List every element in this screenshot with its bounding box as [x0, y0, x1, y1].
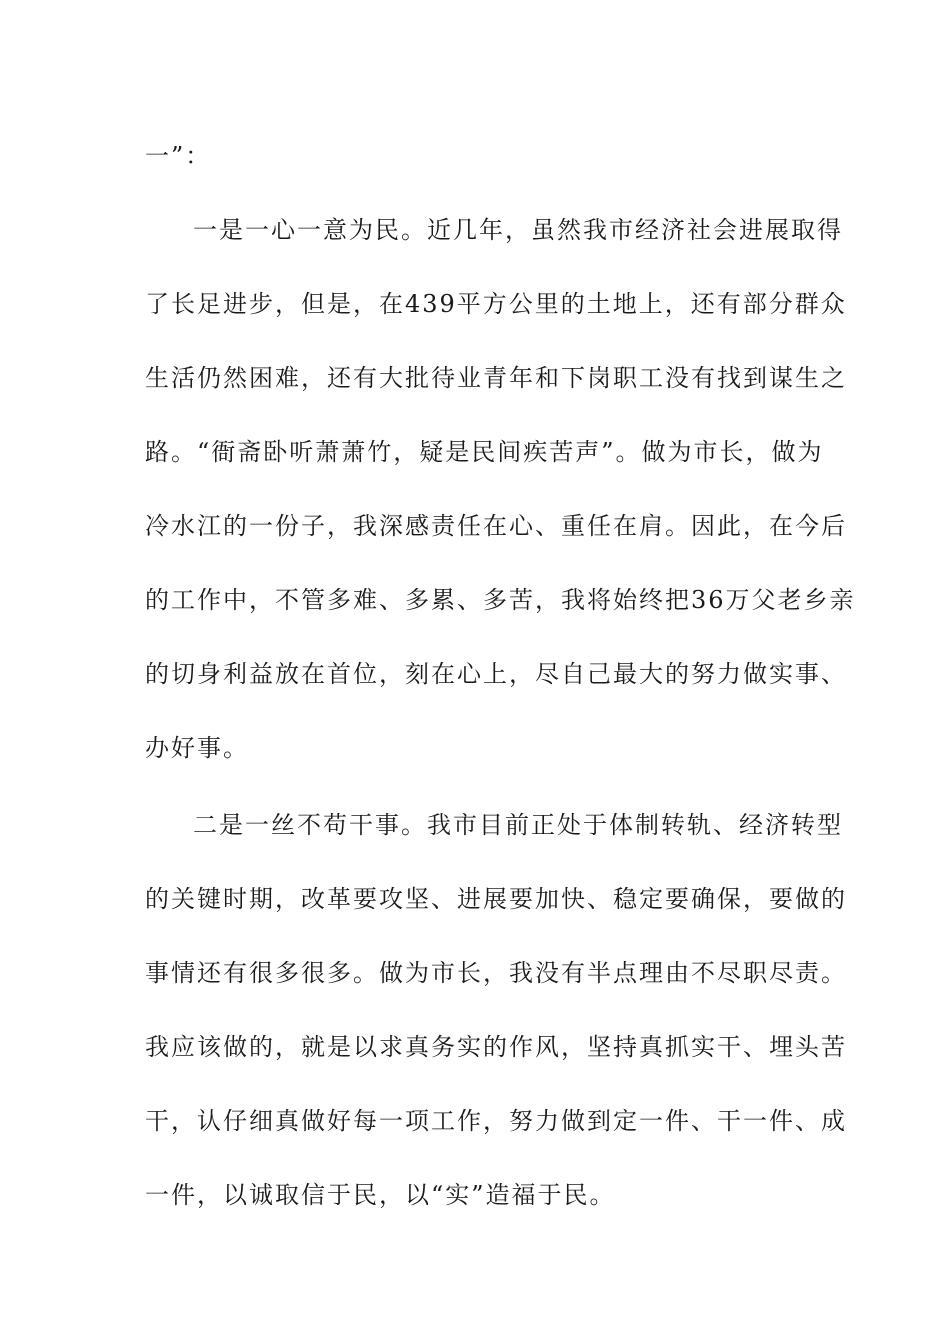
paragraph-1-first-line: 一是一心一意为民。近几年，虽然我市经济社会进展取得	[193, 216, 843, 244]
text-line: 的切身利益放在首位，刻在心上，尽自己最大的努力做实事、	[145, 660, 847, 688]
text-line: 办好事。	[145, 734, 249, 762]
paragraph-2-first-line: 二是一丝不苟干事。我市目前正处于体制转轨、经济转型	[193, 811, 843, 839]
text-line: 冷水江的一份子，我深感责任在心、重任在肩。因此，在今后	[145, 512, 847, 540]
text-line: 事情还有很多很多。做为市长，我没有半点理由不尽职尽责。	[145, 959, 847, 987]
text-line: 干，认仔细真做好每一项工作，努力做到定一件、干一件、成	[145, 1107, 847, 1135]
text-line: 的关键时期，改革要攻坚、进展要加快、稳定要确保，要做的	[145, 885, 847, 913]
text-line: 我应该做的，就是以求真务实的作风，坚持真抓实干、埋头苦	[145, 1033, 847, 1061]
text-line: 的工作中，不管多难、多累、多苦，我将始终把36万父老乡亲	[145, 586, 856, 614]
text-line: 了长足进步，但是，在439平方公里的土地上，还有部分群众	[145, 290, 847, 318]
text-line: 路。“衙斋卧听萧萧竹，疑是民间疾苦声”。做为市长，做为	[145, 438, 824, 466]
text-line: 一”：	[145, 142, 212, 170]
text-line: 一件，以诚取信于民，以“实”造福于民。	[145, 1181, 616, 1209]
text-line: 生活仍然困难，还有大批待业青年和下岗职工没有找到谋生之	[145, 364, 847, 392]
